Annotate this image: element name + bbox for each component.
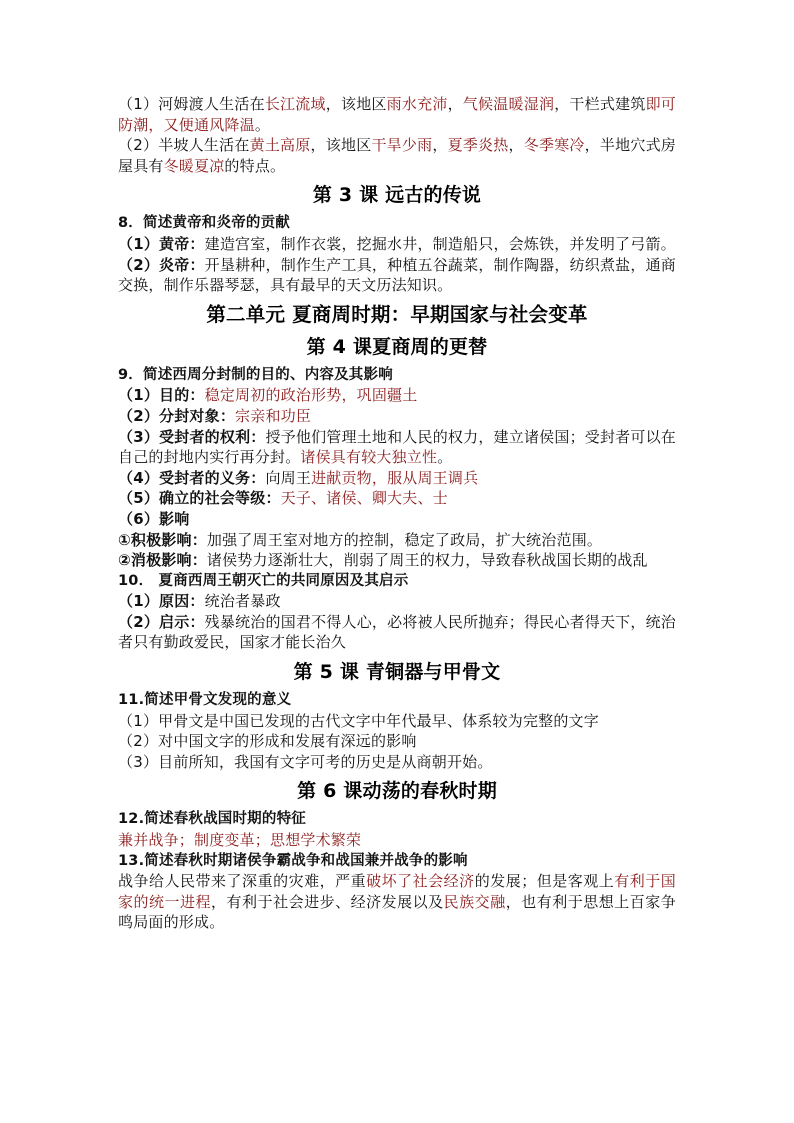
lesson-paragraph bbox=[118, 612, 676, 653]
question-12: 12.简述春秋战国时期的特征 bbox=[118, 811, 306, 828]
text: 授予他们管理土地和人民的权力，建立诸侯国；受封者可以在自己的封地内实行再分封。 bbox=[118, 427, 676, 467]
oracle-point-1: （1）甲骨文是中国已发现的古代文字中年代最早、体系较为完整的文字 bbox=[118, 711, 599, 730]
highlight: 即可防潮，又便通风降温 bbox=[118, 95, 677, 134]
text: 统治者暴政 bbox=[204, 592, 281, 611]
hemudu-paragraph bbox=[118, 94, 676, 135]
text: 加强了周王室对地方的控制，稳定了政局，扩大统治范围。 bbox=[206, 530, 603, 549]
text: 开垦耕种，制作生产工具，种植五谷蔬菜，制作陶器，纺织煮盐，通商交换，制作乐器琴瑟，具有最早的天文历法知识。 bbox=[118, 255, 676, 295]
text: ， bbox=[432, 136, 448, 155]
highlight: 宗亲和功臣 bbox=[235, 406, 312, 425]
huangdi-paragraph bbox=[118, 234, 676, 255]
text: ，该地区 bbox=[325, 95, 387, 113]
highlight: 雨水充沛 bbox=[386, 95, 448, 113]
label: （2）炎帝： bbox=[118, 255, 205, 274]
answer-12: 兼并战争；制度变革；思想学术繁荣 bbox=[118, 831, 362, 850]
highlight: 干旱少雨 bbox=[371, 136, 433, 155]
text: 向周王 bbox=[265, 468, 312, 487]
influence-heading: （6）影响 bbox=[118, 509, 190, 528]
text: 的发展；但是客观上 bbox=[474, 872, 615, 891]
lesson-5-title: 第 5 课 青铜器与甲骨文 bbox=[293, 661, 501, 684]
highlight: 进献贡物，服从周王调兵 bbox=[311, 468, 479, 487]
lesson-6-title: 第 6 课动荡的春秋时期 bbox=[297, 780, 497, 803]
obligations-line bbox=[118, 468, 676, 489]
label: （1）原因： bbox=[118, 592, 205, 611]
label: ①积极影响： bbox=[118, 530, 207, 549]
text: 诸侯势力逐渐壮大，削弱了周王的权力，导致春秋战国长期的战乱 bbox=[206, 551, 648, 570]
question-8: 8．简述黄帝和炎帝的贡献 bbox=[118, 215, 290, 232]
text: 建造宫室，制作衣裳，挖掘水井，制造船只，会炼铁，并发明了弓箭。 bbox=[204, 234, 676, 253]
text: 战争给人民带来了深重的灾难，严重 bbox=[118, 872, 367, 891]
highlight: 长江流域 bbox=[264, 95, 326, 113]
document-page bbox=[118, 94, 676, 933]
highlight: 冬暖夏凉 bbox=[163, 156, 225, 175]
highlight: 破坏了社会经济 bbox=[366, 872, 475, 891]
highlight: 气候温暖湿润 bbox=[462, 95, 555, 113]
yandi-paragraph bbox=[118, 255, 676, 296]
oracle-point-2: （2）对中国文字的形成和发展有深远的影响 bbox=[118, 732, 417, 751]
text: 残暴统治的国君不得人心，必将被人民所抛弃；得民心者得天下，统治者只有勤政爱民，国家才能长治久 bbox=[118, 612, 676, 652]
banpo-paragraph bbox=[118, 135, 676, 176]
war-influence-paragraph bbox=[118, 871, 676, 933]
text: ， bbox=[447, 95, 463, 113]
highlight: 诸侯具有较大独立性 bbox=[300, 448, 438, 467]
label: （2）分封对象： bbox=[118, 406, 236, 425]
oracle-point-3: （3）目前所知，我国有文字可考的历史是从商朝开始。 bbox=[118, 752, 493, 771]
text: ， bbox=[508, 136, 524, 155]
negative-influence bbox=[118, 550, 676, 571]
text: ，半地穴式房屋具有 bbox=[118, 136, 677, 175]
label: （2）启示： bbox=[118, 612, 205, 631]
text: ，有利于社会进步、经济发展以及 bbox=[211, 892, 444, 911]
label: （4）受封者的义务： bbox=[118, 468, 266, 487]
highlight: 稳定周初的政治形势，巩固疆土 bbox=[204, 386, 418, 405]
label: （5）确立的社会等级： bbox=[118, 489, 281, 508]
label: （1）黄帝： bbox=[118, 234, 205, 253]
hierarchy-line bbox=[118, 488, 676, 509]
label: ②消极影响： bbox=[118, 551, 207, 570]
highlight: 有利于国家的统一进程 bbox=[118, 872, 676, 911]
label: （3）受封者的权利： bbox=[118, 427, 266, 446]
text: 。 bbox=[254, 115, 271, 134]
highlight: 夏季炎热 bbox=[447, 136, 509, 155]
text: 。 bbox=[437, 448, 453, 467]
text: （1）河姆渡人生活在 bbox=[118, 95, 265, 113]
unit-2-title: 第二单元 夏商周时期：早期国家与社会变革 bbox=[206, 302, 588, 326]
text: ，该地区 bbox=[310, 136, 372, 155]
lesson-4-title: 第 4 课夏商周的更替 bbox=[306, 335, 488, 358]
rights-paragraph bbox=[118, 427, 676, 468]
highlight: 冬季寒冷 bbox=[523, 136, 585, 155]
label: （1）目的： bbox=[118, 386, 205, 405]
cause-line bbox=[118, 591, 676, 612]
text: ，也有利于思想上百家争鸣局面的形成。 bbox=[118, 892, 676, 932]
positive-influence bbox=[118, 530, 676, 551]
text: 的特点。 bbox=[224, 156, 286, 175]
question-9: 9．简述西周分封制的目的、内容及其影响 bbox=[118, 366, 393, 383]
text: （2）半坡人生活在 bbox=[118, 136, 250, 155]
question-11: 11.简述甲骨文发现的意义 bbox=[118, 692, 292, 709]
targets-line bbox=[118, 406, 676, 427]
question-13: 13.简述春秋时期诸侯争霸战争和战国兼并战争的影响 bbox=[118, 852, 468, 869]
text: ，干栏式建筑 bbox=[554, 95, 646, 113]
highlight: 天子、诸侯、卿大夫、士 bbox=[280, 489, 448, 508]
highlight: 民族交融 bbox=[443, 892, 506, 911]
highlight: 黄土高原 bbox=[249, 136, 311, 155]
lesson-3-title: 第 3 课 远古的传说 bbox=[312, 184, 482, 207]
question-10: 10． 夏商西周王朝灭亡的共同原因及其启示 bbox=[118, 572, 409, 589]
purpose-line bbox=[118, 385, 676, 406]
